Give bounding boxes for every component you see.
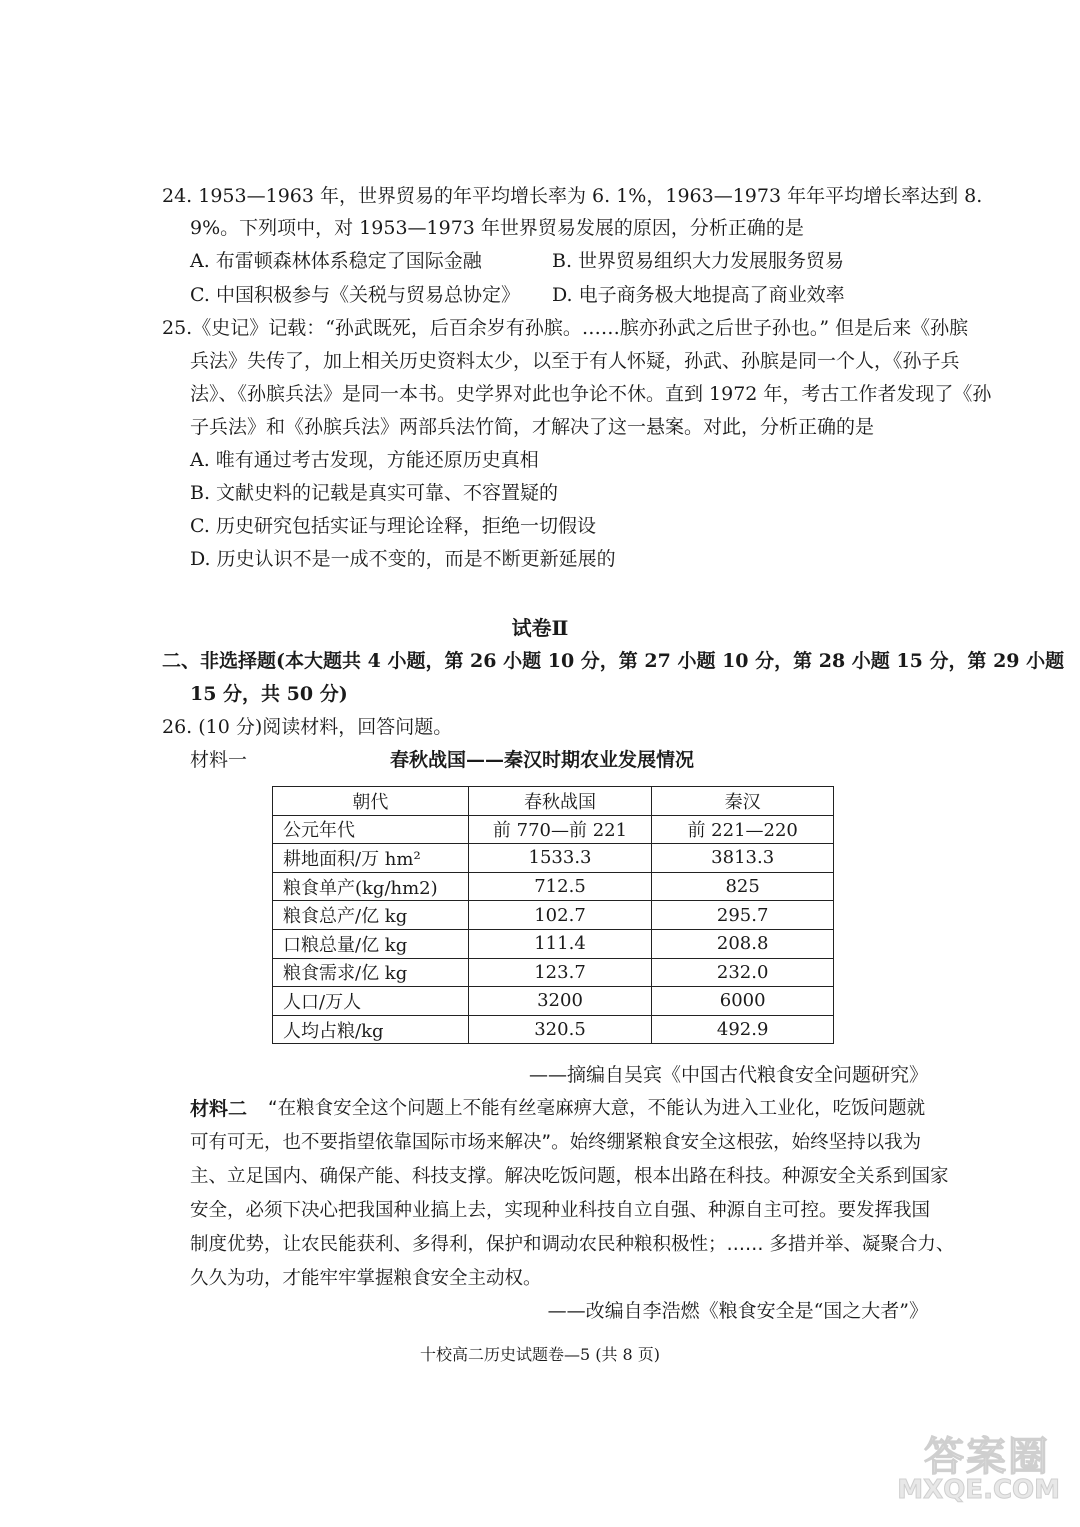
cell-qin-han: 492.9 (652, 1015, 834, 1044)
row-label: 口粮总量/亿 kg (273, 929, 469, 958)
table-row (273, 815, 834, 844)
cell-qin-han: 232.0 (652, 958, 834, 987)
agriculture-table (272, 786, 834, 1044)
cell-qin-han: 6000 (652, 987, 834, 1016)
section-heading-line1: 二、非选择题(本大题共 4 小题，第 26 小题 10 分，第 27 小题 10 分，第 28 小题 15 分，第 29 小题 (162, 650, 1065, 672)
q26-intro: 26. (10 分)阅读材料，回答问题。 (162, 716, 453, 738)
row-label: 粮食总产/亿 kg (273, 901, 469, 930)
table-header-spring-autumn: 春秋战国 (468, 787, 652, 816)
table-row (273, 872, 834, 901)
q25-stem-line2: 兵法》失传了，加上相关历史资料太少，以至于有人怀疑，孙武、孙膑是同一个人，《孙子兵 (190, 350, 960, 372)
cell-spring-autumn: 102.7 (468, 901, 652, 930)
cell-spring-autumn: 320.5 (468, 1015, 652, 1044)
section-title: 试卷Ⅱ (511, 616, 569, 640)
table-row (273, 958, 834, 987)
q25-option-a: A. 唯有通过考古发现，方能还原历史真相 (190, 449, 539, 471)
q25-stem-line4: 子兵法》和《孙膑兵法》两部兵法竹简，才解决了这一悬案。对此，分析正确的是 (190, 416, 875, 438)
q24-option-a: A. 布雷顿森林体系稳定了国际金融 (190, 250, 482, 272)
table-header-row (273, 787, 834, 816)
section-heading-line2: 15 分，共 50 分) (190, 683, 348, 705)
q25-stem-line1: 25.《史记》记载：“孙武既死，后百余岁有孙膑。……膑亦孙武之后世子孙也。” 但是后来《孙膑 (162, 317, 969, 339)
q25-option-d: D. 历史认识不是一成不变的，而是不断更新延展的 (190, 548, 616, 570)
material2-line5: 制度优势，让农民能获利、多得利，保护和调动农民种粮积极性；…… 多措并举、凝聚合力、 (190, 1234, 955, 1255)
material2-line6: 久久为功，才能牢牢掌握粮食安全主动权。 (190, 1268, 542, 1289)
material1-source: ——摘编自吴宾《中国古代粮食安全问题研究》 (528, 1064, 928, 1086)
row-label: 人口/万人 (273, 987, 469, 1016)
cell-qin-han: 3813.3 (652, 844, 834, 873)
q24-option-b: B. 世界贸易组织大力发展服务贸易 (552, 250, 845, 272)
material2-line2: 可有可无，也不要指望依靠国际市场来解决”。始终绷紧粮食安全这根弦，始终坚持以我为 (190, 1132, 922, 1153)
table-row (273, 844, 834, 873)
q24-stem-line1: 24. 1953—1963 年，世界贸易的年平均增长率为 6. 1%，1963—1973 年年平均增长率达到 8. (162, 185, 983, 207)
watermark-cn: 答案圈 (924, 1434, 1050, 1480)
table-row (273, 901, 834, 930)
material2-line3: 主、立足国内、确保产能、科技支撑。解决吃饭问题，根本出路在科技。种源安全关系到国家 (190, 1166, 949, 1187)
cell-qin-han: 前 221—220 (652, 815, 834, 844)
cell-qin-han: 208.8 (652, 929, 834, 958)
q24-stem-line2: 9%。下列项中，对 1953—1973 年世界贸易发展的原因，分析正确的是 (190, 217, 804, 239)
cell-spring-autumn: 前 770—前 221 (468, 815, 652, 844)
material2-line4: 安全，必须下决心把我国种业搞上去，实现种业科技自立自强、种源自主可控。要发挥我国 (190, 1200, 931, 1221)
material1-label: 材料一 (190, 749, 248, 771)
table-row (273, 929, 834, 958)
table-header-dynasty: 朝代 (273, 787, 469, 816)
cell-spring-autumn: 123.7 (468, 958, 652, 987)
table-row (273, 1015, 834, 1044)
material2-label: 材料二 (190, 1098, 248, 1120)
row-label: 公元年代 (273, 815, 469, 844)
q25-stem-line3: 法》、《孙膑兵法》是同一本书。史学界对此也争论不休。直到 1972 年，考古工作者发现了《孙 (190, 383, 992, 405)
row-label: 耕地面积/万 hm² (273, 844, 469, 873)
cell-spring-autumn: 1533.3 (468, 844, 652, 873)
row-label: 粮食单产(kg/hm2) (273, 872, 469, 901)
q24-option-c: C. 中国积极参与《关税与贸易总协定》 (190, 284, 520, 306)
cell-qin-han: 825 (652, 872, 834, 901)
table-title: 春秋战国——秦汉时期农业发展情况 (390, 749, 695, 771)
watermark-url: MXQE.COM (897, 1475, 1060, 1505)
cell-spring-autumn: 3200 (468, 987, 652, 1016)
q24-option-d: D. 电子商务极大地提高了商业效率 (552, 284, 845, 306)
row-label: 人均占粮/kg (273, 1015, 469, 1044)
table-header-qin-han: 秦汉 (652, 787, 834, 816)
cell-spring-autumn: 712.5 (468, 872, 652, 901)
material2-source: ——改编自李浩燃《粮食安全是“国之大者”》 (547, 1300, 928, 1322)
table-row (273, 987, 834, 1016)
row-label: 粮食需求/亿 kg (273, 958, 469, 987)
cell-qin-han: 295.7 (652, 901, 834, 930)
q25-option-b: B. 文献史料的记载是真实可靠、不容置疑的 (190, 482, 559, 504)
material2-line1: “在粮食安全这个问题上不能有丝毫麻痹大意，不能认为进入工业化，吃饭问题就 (268, 1098, 926, 1119)
cell-spring-autumn: 111.4 (468, 929, 652, 958)
q25-option-c: C. 历史研究包括实证与理论诠释，拒绝一切假设 (190, 515, 596, 537)
page-footer: 十校高二历史试题卷—5 (共 8 页) (419, 1345, 661, 1364)
watermark-logo (880, 1425, 1060, 1515)
